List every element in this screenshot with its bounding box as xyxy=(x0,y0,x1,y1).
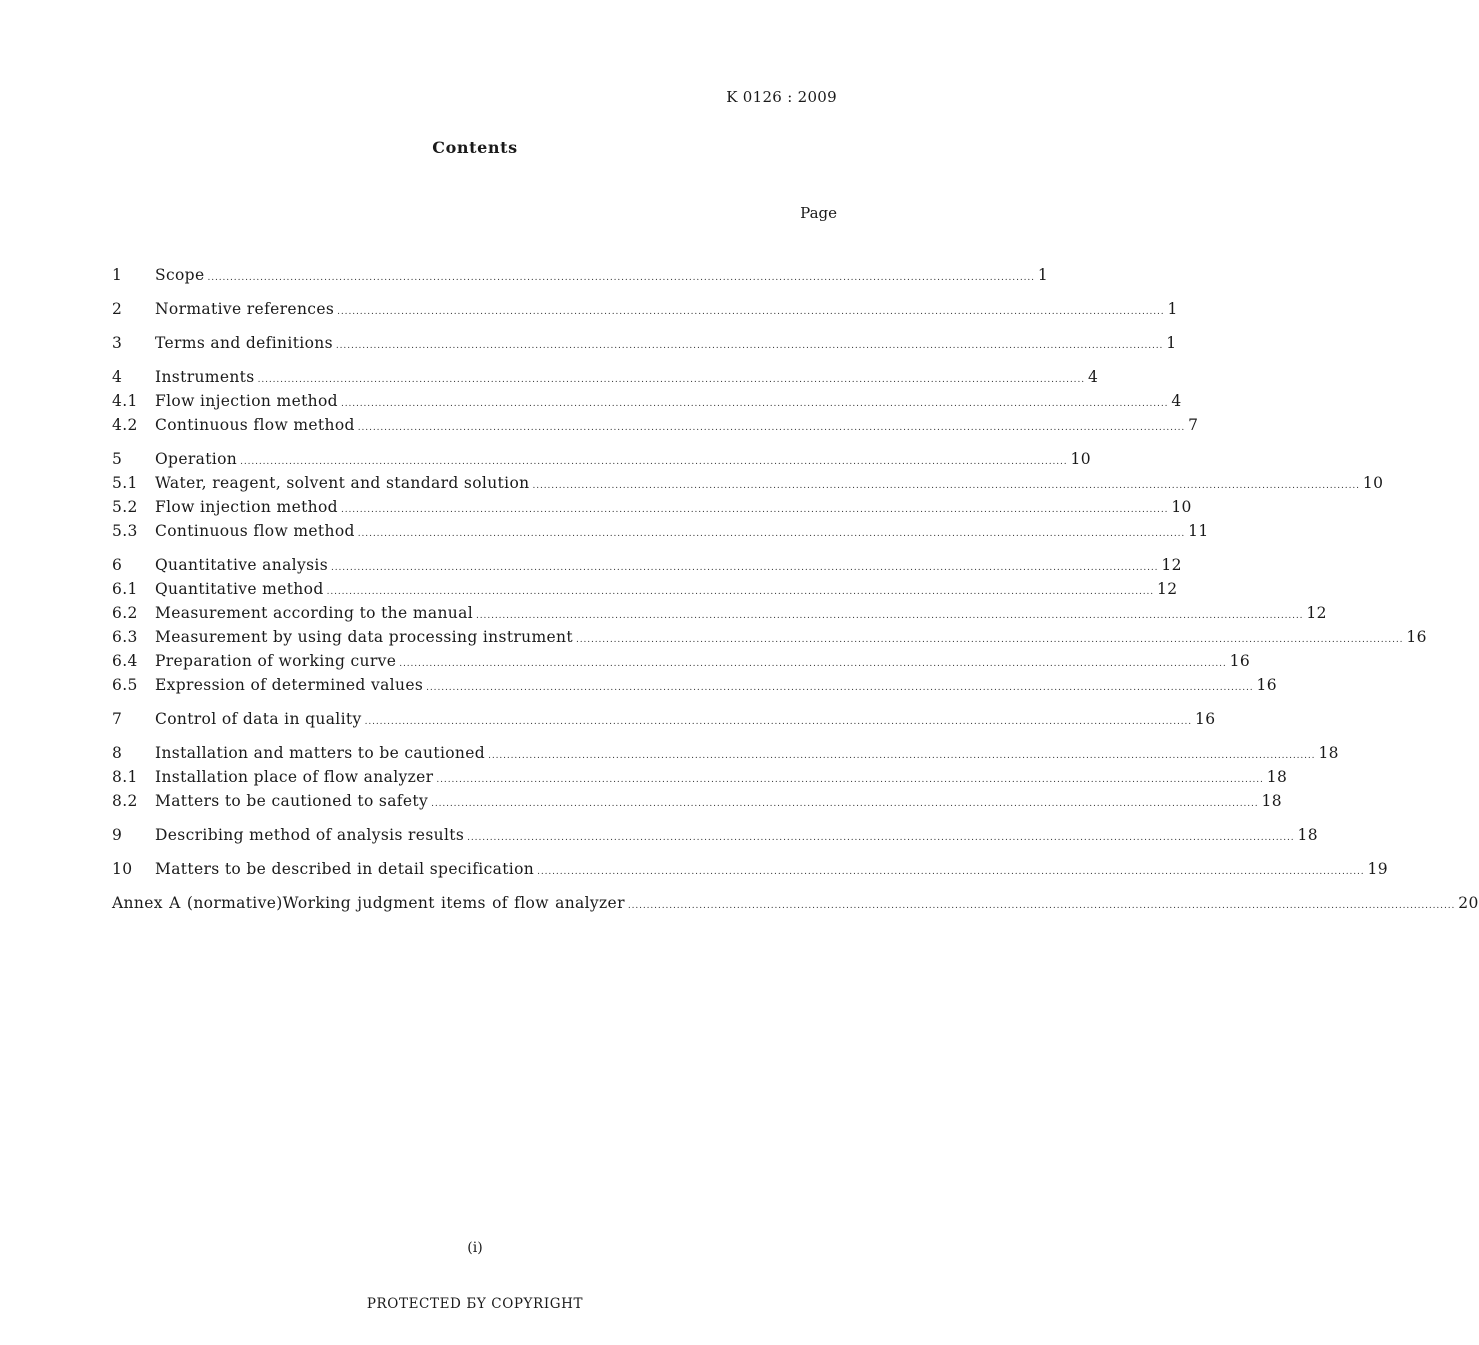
toc-entry-number: 5.2 xyxy=(112,498,138,516)
dot-leader: ............................................................................................................................................................................................................................ xyxy=(436,775,1264,785)
toc-annex-entry[interactable] xyxy=(112,894,1479,918)
toc-entry-page: 12 xyxy=(1161,556,1182,574)
toc-annex-group xyxy=(112,894,1479,918)
toc-entry-number: 6.2 xyxy=(112,604,138,622)
toc-group xyxy=(112,450,1384,546)
dot-leader: ............................................................................................................................................................................................................................ xyxy=(340,399,1169,409)
toc-entry-title: Installation place of flow analyzer xyxy=(155,768,434,786)
dot-leader: ............................................................................................................................................................................................................................ xyxy=(337,307,1165,317)
toc-entry[interactable] xyxy=(112,450,1091,474)
toc-entry-page: 16 xyxy=(1195,710,1216,728)
toc-entry[interactable] xyxy=(112,334,1177,358)
toc-entry-number: 6.1 xyxy=(112,580,138,598)
toc-entry-title: Measurement according to the manual xyxy=(155,604,474,622)
toc-entry-page: 12 xyxy=(1306,604,1327,622)
toc-entry-title: Describing method of analysis results xyxy=(155,826,465,844)
toc-entry[interactable] xyxy=(112,628,1427,652)
toc-entry-page: 18 xyxy=(1261,792,1282,810)
toc-entry-number: 6 xyxy=(112,556,123,574)
toc-entry-number: 8.1 xyxy=(112,768,138,786)
dot-leader: ............................................................................................................................................................................................................................ xyxy=(431,799,1259,809)
dot-leader: ............................................................................................................................................................................................................................ xyxy=(532,481,1360,491)
toc-entry[interactable] xyxy=(112,474,1384,498)
annex-page: 20 xyxy=(1458,894,1479,912)
toc-entry-number: 5.3 xyxy=(112,522,138,540)
dot-leader: ............................................................................................................................................................................................................................ xyxy=(399,659,1227,669)
toc-entry[interactable] xyxy=(112,498,1192,522)
toc-entry-page: 12 xyxy=(1157,580,1178,598)
toc-group xyxy=(112,300,1178,324)
toc-entry-page: 19 xyxy=(1367,860,1388,878)
dot-leader: ............................................................................................................................................................................................................................ xyxy=(426,683,1254,693)
toc-entry-title: Operation xyxy=(155,450,238,468)
dot-leader: ............................................................................................................................................................................................................................ xyxy=(476,611,1304,621)
toc-entry[interactable] xyxy=(112,266,1049,290)
toc-entry-title: Preparation of working curve xyxy=(155,652,397,670)
toc-entry[interactable] xyxy=(112,710,1216,734)
toc-entry-title: Instruments xyxy=(155,368,255,386)
table-of-contents xyxy=(112,266,1479,928)
toc-entry-page: 10 xyxy=(1362,474,1384,492)
toc-group xyxy=(112,368,1199,440)
dot-leader: ............................................................................................................................................................................................................................ xyxy=(207,273,1035,283)
toc-entry[interactable] xyxy=(112,580,1178,604)
toc-entry-number: 7 xyxy=(112,710,123,728)
toc-entry-number: 3 xyxy=(112,334,123,352)
toc-entry-title: Matters to be cautioned to safety xyxy=(155,792,429,810)
toc-entry-page: 16 xyxy=(1256,676,1277,694)
toc-entry-title: Terms and definitions xyxy=(155,334,333,352)
page-title: Contents xyxy=(432,138,518,157)
toc-entry-number: 6.4 xyxy=(112,652,138,670)
toc-group xyxy=(112,334,1177,358)
toc-entry-title: Control of data in quality xyxy=(155,710,362,728)
toc-entry-number: 8 xyxy=(112,744,123,762)
toc-entry-number: 6.3 xyxy=(112,628,138,646)
toc-entry-number: 4.1 xyxy=(112,392,138,410)
toc-entry-title: Quantitative method xyxy=(155,580,324,598)
toc-entry[interactable] xyxy=(112,392,1182,416)
toc-entry-page: 1 xyxy=(1167,300,1178,318)
toc-entry-title: Continuous flow method xyxy=(155,522,355,540)
toc-entry-title: Measurement by using data processing instrument xyxy=(155,628,573,646)
toc-entry[interactable] xyxy=(112,768,1288,792)
page-column-label: Page xyxy=(800,204,837,222)
toc-entry-number: 4.2 xyxy=(112,416,138,434)
toc-entry[interactable] xyxy=(112,604,1327,628)
toc-entry-title: Normative references xyxy=(155,300,335,318)
toc-entry[interactable] xyxy=(112,300,1178,324)
toc-entry-number: 8.2 xyxy=(112,792,138,810)
toc-entry-title: Continuous flow method xyxy=(155,416,355,434)
footer-page-number: (i) xyxy=(467,1240,483,1256)
dot-leader: ............................................................................................................................................................................................................................ xyxy=(488,751,1316,761)
toc-entry-title: Flow injection method xyxy=(155,498,338,516)
toc-entry-title: Quantitative analysis xyxy=(155,556,329,574)
toc-group xyxy=(112,826,1318,850)
toc-entry-title: Water, reagent, solvent and standard solution xyxy=(155,474,530,492)
toc-group xyxy=(112,744,1339,816)
dot-leader: ............................................................................................................................................................................................................................ xyxy=(357,529,1186,539)
toc-entry-number: 5.1 xyxy=(112,474,138,492)
toc-group xyxy=(112,266,1049,290)
toc-entry-page: 18 xyxy=(1266,768,1288,786)
document-code: K 0126 : 2009 xyxy=(726,88,837,106)
annex-prefix: Annex A (normative) xyxy=(112,894,283,912)
toc-entry[interactable] xyxy=(112,652,1251,676)
toc-entry[interactable] xyxy=(112,368,1099,392)
toc-entry-title: Flow injection method xyxy=(155,392,338,410)
toc-entry-page: 10 xyxy=(1070,450,1091,468)
toc-entry-title: Expression of determined values xyxy=(155,676,424,694)
toc-entry[interactable] xyxy=(112,792,1282,816)
toc-entry[interactable] xyxy=(112,676,1277,700)
dot-leader: ............................................................................................................................................................................................................................ xyxy=(326,587,1154,597)
toc-entry[interactable] xyxy=(112,826,1318,850)
toc-entry-page: 10 xyxy=(1171,498,1192,516)
toc-entry-number: 9 xyxy=(112,826,123,844)
toc-group xyxy=(112,556,1427,700)
toc-entry[interactable] xyxy=(112,860,1388,884)
toc-entry-page: 4 xyxy=(1171,392,1182,410)
toc-entry-page: 16 xyxy=(1406,628,1427,646)
toc-entry-page: 4 xyxy=(1087,368,1099,386)
toc-entry-number: 1 xyxy=(112,266,123,284)
toc-entry-title: Installation and matters to be cautioned xyxy=(155,744,486,762)
toc-group xyxy=(112,710,1216,734)
annex-title: Working judgment items of flow analyzer xyxy=(282,894,625,912)
dot-leader: ............................................................................................................................................................................................................................ xyxy=(331,563,1159,573)
dot-leader: ............................................................................................................................................................................................................................ xyxy=(364,717,1192,727)
dot-leader: ............................................................................................................................................................................................................................ xyxy=(627,901,1456,911)
toc-entry-number: 5 xyxy=(112,450,123,468)
toc-entry-number: 2 xyxy=(112,300,123,318)
dot-leader: ............................................................................................................................................................................................................................ xyxy=(467,833,1295,843)
toc-entry-page: 7 xyxy=(1188,416,1199,434)
dot-leader: ............................................................................................................................................................................................................................ xyxy=(575,635,1404,645)
toc-entry-page: 18 xyxy=(1297,826,1318,844)
dot-leader: ............................................................................................................................................................................................................................ xyxy=(257,375,1085,385)
dot-leader: ............................................................................................................................................................................................................................ xyxy=(537,867,1365,877)
toc-entry-title: Matters to be described in detail specification xyxy=(155,860,535,878)
toc-entry-page: 16 xyxy=(1229,652,1251,670)
toc-entry-page: 1 xyxy=(1037,266,1049,284)
toc-entry[interactable] xyxy=(112,556,1182,580)
toc-entry-page: 18 xyxy=(1318,744,1339,762)
toc-entry-page: 1 xyxy=(1166,334,1177,352)
dot-leader: ............................................................................................................................................................................................................................ xyxy=(335,341,1164,351)
toc-entry-number: 10 xyxy=(112,860,133,878)
toc-entry-number: 4 xyxy=(112,368,123,386)
toc-entry[interactable] xyxy=(112,416,1199,440)
toc-entry-page: 11 xyxy=(1188,522,1209,540)
toc-group xyxy=(112,860,1388,884)
dot-leader: ............................................................................................................................................................................................................................ xyxy=(340,505,1169,515)
dot-leader: ............................................................................................................................................................................................................................ xyxy=(240,457,1068,467)
toc-entry-title: Scope xyxy=(155,266,205,284)
copyright-notice: PROTECTED БY COPYRIGHT xyxy=(366,1296,584,1312)
dot-leader: ............................................................................................................................................................................................................................ xyxy=(357,423,1186,433)
toc-entry[interactable] xyxy=(112,522,1209,546)
toc-entry[interactable] xyxy=(112,744,1339,768)
toc-entry-number: 6.5 xyxy=(112,676,138,694)
